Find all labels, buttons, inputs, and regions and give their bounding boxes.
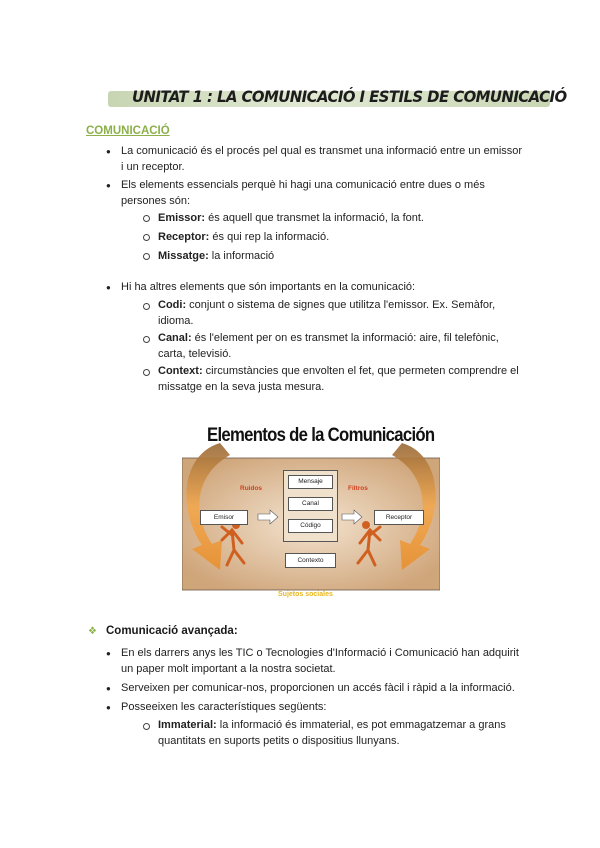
hollow-bullet-icon [143, 369, 150, 376]
paragraph-line: carta, televisió. [158, 348, 232, 360]
list-item-immaterial [158, 717, 527, 733]
paragraph-line: La comunicació és el procés pel qual es transmet una informació entre un emissor [121, 145, 523, 157]
section-heading-comunicacio-avancada: Comunicació avançada: [106, 625, 238, 637]
receptor-box: Receptor [374, 510, 424, 525]
sujetos-sociales-label: Sujetos sociales [278, 591, 333, 598]
emisor-box: Emisor [200, 510, 248, 525]
list-item-canal [158, 330, 525, 346]
paragraph-line: un paper molt important a la nostra societat. [121, 663, 336, 675]
list-item-receptor [158, 229, 329, 245]
paragraph-line: missatge en la seva justa mesura. [158, 381, 325, 393]
term-text: és qui rep la informació. [209, 231, 330, 243]
section-heading-comunicacio: COMUNICACIÓ [86, 125, 170, 137]
page-title: UNITAT 1 : LA COMUNICACIÓ I ESTILS DE COMUNICACIÓ [132, 87, 567, 106]
paragraph-line: En els darrers anys les TIC o Tecnologies d'Informació i Comunicació han adquirit [121, 647, 519, 659]
bullet-icon: ● [106, 283, 111, 292]
person-right-head [362, 521, 370, 529]
hollow-bullet-icon [143, 215, 150, 222]
term-text: la informació [208, 250, 275, 262]
hollow-bullet-icon [143, 723, 150, 730]
term-text: circumstàncies que envolten el fet, que permeten comprendre el [202, 365, 519, 377]
canal-box: Canal [288, 497, 333, 511]
contexto-box: Contexto [285, 553, 336, 568]
paragraph-line: i un receptor. [121, 161, 185, 173]
term-label: Codi: [158, 299, 187, 311]
term-label: Canal: [158, 332, 192, 344]
term-text: és l'element per on es transmet la informació: aire, fil telefònic, [191, 332, 499, 344]
paragraph-line: Serveixen per comunicar-nos, proporcionen un accés fàcil i ràpid a la informació. [121, 682, 515, 694]
bullet-icon: ● [106, 703, 111, 712]
paragraph-line: idioma. [158, 315, 194, 327]
term-label: Receptor: [158, 231, 210, 243]
term-text: conjunt o sistema de signes que utilitza l'emissor. Ex. Semàfor, [186, 299, 496, 311]
term-text: la informació és immaterial, es pot emmagatzemar a grans [216, 719, 506, 731]
paragraph-line: Posseeixen les característiques següents: [121, 701, 327, 713]
ruidos-label: Ruidos [240, 485, 263, 492]
term-text: és aquell que transmet la informació, la font. [205, 212, 424, 224]
communication-diagram [182, 425, 440, 605]
bullet-icon: ● [106, 649, 111, 658]
bullet-icon: ● [106, 181, 111, 190]
paragraph-line: Els elements essencials perquè hi hagi una comunicació entre dues o més [121, 179, 485, 191]
term-label: Missatge: [158, 250, 209, 262]
diamond-bullet-icon: ❖ [88, 626, 97, 637]
list-item-missatge [158, 248, 274, 264]
list-item-codi [158, 297, 525, 313]
codigo-box: Código [288, 519, 333, 533]
filtros-label: Filtros [348, 485, 368, 492]
hollow-bullet-icon [143, 253, 150, 260]
paragraph-line: quantitats en suports petits o dispositius llunyans. [158, 735, 400, 747]
term-label: Emissor: [158, 212, 206, 224]
diagram-title: Elementos de la Comunicación [207, 425, 435, 446]
paragraph-line: persones són: [121, 195, 191, 207]
hollow-bullet-icon [143, 303, 150, 310]
mensaje-box: Mensaje [288, 475, 333, 489]
term-label: Context: [158, 365, 203, 377]
bullet-icon: ● [106, 684, 111, 693]
list-item-context [158, 363, 525, 379]
paragraph-line: Hi ha altres elements que són importants en la comunicació: [121, 281, 416, 293]
list-item-emissor [158, 210, 424, 226]
hollow-bullet-icon [143, 234, 150, 241]
term-label: Immaterial: [158, 719, 217, 731]
title-block [104, 86, 567, 108]
bullet-icon: ● [106, 147, 111, 156]
hollow-bullet-icon [143, 336, 150, 343]
